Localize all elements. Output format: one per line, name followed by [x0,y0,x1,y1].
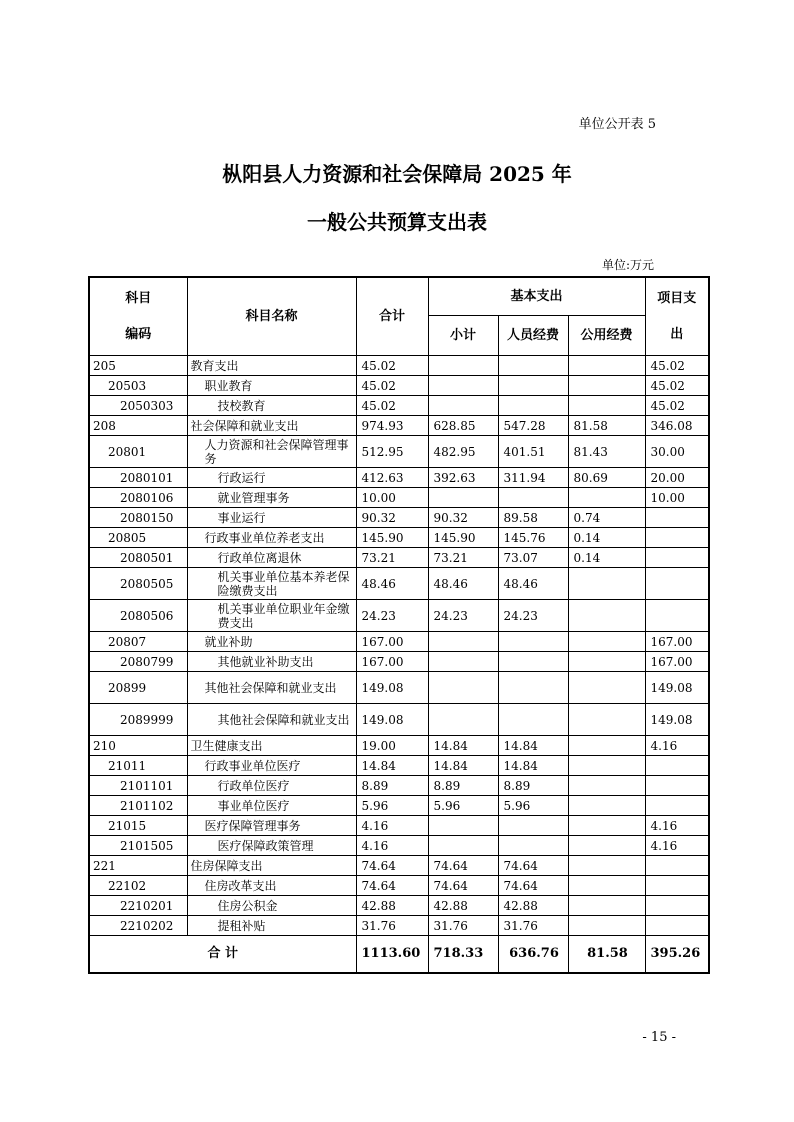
row-code: 2210201 [89,896,187,916]
row-personnel [498,632,568,652]
row-name: 提租补贴 [187,916,356,936]
row-total: 149.08 [356,704,428,736]
row-subtotal: 14.84 [428,756,498,776]
row-total: 73.21 [356,548,428,568]
row-total: 45.02 [356,396,428,416]
row-personnel [498,672,568,704]
row-public [568,672,645,704]
row-subtotal: 48.46 [428,568,498,600]
budget-table [88,276,710,974]
row-subtotal [428,816,498,836]
row-name: 其他社会保障和就业支出 [187,672,356,704]
row-subtotal: 8.89 [428,776,498,796]
row-subtotal [428,672,498,704]
row-code: 2080799 [89,652,187,672]
table-number-tag: 单位公开表 5 [578,117,656,132]
table-body [89,356,709,936]
row-personnel: 24.23 [498,600,568,632]
table-row [89,856,709,876]
row-project [645,876,709,896]
row-public [568,836,645,856]
table-row [89,376,709,396]
row-code: 2080101 [89,468,187,488]
row-name: 人力资源和社会保障管理事务 [187,436,356,468]
row-code: 210 [89,736,187,756]
row-total: 90.32 [356,508,428,528]
row-code: 2080505 [89,568,187,600]
row-code: 2080501 [89,548,187,568]
table-row [89,548,709,568]
row-project: 346.08 [645,416,709,436]
row-project: 4.16 [645,736,709,756]
row-project: 149.08 [645,704,709,736]
row-code: 221 [89,856,187,876]
row-project [645,756,709,776]
row-project [645,896,709,916]
row-total: 10.00 [356,488,428,508]
row-personnel [498,488,568,508]
row-total: 145.90 [356,528,428,548]
row-subtotal [428,836,498,856]
row-code: 2080150 [89,508,187,528]
table-row [89,756,709,776]
row-name: 住房公积金 [187,896,356,916]
row-total: 74.64 [356,856,428,876]
table-row [89,568,709,600]
row-personnel: 145.76 [498,528,568,548]
row-total: 974.93 [356,416,428,436]
row-project: 4.16 [645,816,709,836]
row-total: 412.63 [356,468,428,488]
row-name: 职业教育 [187,376,356,396]
total-public: 81.58 [568,936,645,974]
row-personnel [498,376,568,396]
row-subtotal: 74.64 [428,856,498,876]
page-number: - 15 - [642,1030,676,1045]
table-row [89,736,709,756]
row-code: 2101101 [89,776,187,796]
row-personnel: 5.96 [498,796,568,816]
table-row [89,528,709,548]
row-total: 14.84 [356,756,428,776]
row-subtotal: 14.84 [428,736,498,756]
row-subtotal [428,376,498,396]
row-public [568,776,645,796]
total-label: 合 计 [89,936,356,974]
row-personnel: 401.51 [498,436,568,468]
row-name: 机关事业单位基本养老保险缴费支出 [187,568,356,600]
header-code-bottom: 编码 [125,326,152,342]
header-project-top: 项目支 [657,290,697,306]
row-subtotal [428,488,498,508]
row-code: 20503 [89,376,187,396]
row-subtotal: 73.21 [428,548,498,568]
row-public [568,396,645,416]
row-subtotal: 74.64 [428,876,498,896]
row-code: 20899 [89,672,187,704]
table-row [89,396,709,416]
row-project: 30.00 [645,436,709,468]
row-name: 医疗保障管理事务 [187,816,356,836]
row-public [568,736,645,756]
row-public [568,632,645,652]
row-code: 20801 [89,436,187,468]
row-code: 2089999 [89,704,187,736]
row-personnel: 31.76 [498,916,568,936]
row-public: 0.74 [568,508,645,528]
row-personnel [498,836,568,856]
row-personnel [498,396,568,416]
row-subtotal [428,396,498,416]
table-row [89,836,709,856]
total-subtotal: 718.33 [428,936,498,974]
row-public: 81.43 [568,436,645,468]
header-subtotal: 小计 [428,316,498,356]
row-subtotal: 628.85 [428,416,498,436]
row-subtotal: 42.88 [428,896,498,916]
row-project [645,856,709,876]
row-total: 45.02 [356,376,428,396]
total-project: 395.26 [645,936,709,974]
row-name: 社会保障和就业支出 [187,416,356,436]
row-personnel: 74.64 [498,856,568,876]
row-project [645,568,709,600]
row-name: 行政事业单位医疗 [187,756,356,776]
row-project: 45.02 [645,356,709,376]
row-subtotal [428,632,498,652]
total-row [89,936,709,974]
unit-label: 单位:万元 [601,258,654,272]
row-public [568,568,645,600]
row-name: 住房改革支出 [187,876,356,896]
table-row [89,468,709,488]
table-row [89,508,709,528]
row-project [645,776,709,796]
table-row [89,488,709,508]
row-total: 4.16 [356,816,428,836]
row-personnel: 311.94 [498,468,568,488]
row-total: 167.00 [356,652,428,672]
header-code-top: 科目 [125,290,152,306]
row-public [568,856,645,876]
row-personnel: 73.07 [498,548,568,568]
row-subtotal [428,652,498,672]
row-code: 208 [89,416,187,436]
row-project [645,796,709,816]
row-code: 2080506 [89,600,187,632]
row-public: 81.58 [568,416,645,436]
row-personnel [498,356,568,376]
row-code: 21015 [89,816,187,836]
row-total: 19.00 [356,736,428,756]
header-name: 科目名称 [187,277,356,356]
row-code: 2101505 [89,836,187,856]
table-row [89,876,709,896]
row-subtotal: 145.90 [428,528,498,548]
row-project: 20.00 [645,468,709,488]
page-subtitle: 一般公共预算支出表 [307,210,487,234]
row-total: 512.95 [356,436,428,468]
header-personnel: 人员经费 [498,316,568,356]
row-name: 就业补助 [187,632,356,652]
header-basic: 基本支出 [428,277,645,316]
row-name: 行政单位医疗 [187,776,356,796]
row-project: 167.00 [645,652,709,672]
row-public [568,916,645,936]
row-personnel [498,652,568,672]
row-name: 卫生健康支出 [187,736,356,756]
row-total: 4.16 [356,836,428,856]
row-project: 149.08 [645,672,709,704]
row-name: 行政运行 [187,468,356,488]
row-total: 5.96 [356,796,428,816]
row-code: 2050303 [89,396,187,416]
table-row [89,672,709,704]
row-subtotal: 5.96 [428,796,498,816]
row-subtotal: 90.32 [428,508,498,528]
row-project: 167.00 [645,632,709,652]
row-subtotal: 31.76 [428,916,498,936]
total-personnel: 636.76 [498,936,568,974]
row-public: 0.14 [568,548,645,568]
table-row [89,796,709,816]
row-personnel: 42.88 [498,896,568,916]
table-row [89,704,709,736]
row-total: 24.23 [356,600,428,632]
row-public [568,756,645,776]
row-name: 医疗保障政策管理 [187,836,356,856]
row-personnel: 14.84 [498,736,568,756]
row-personnel: 74.64 [498,876,568,896]
row-public [568,488,645,508]
table-row [89,632,709,652]
row-personnel: 14.84 [498,756,568,776]
row-public [568,704,645,736]
row-code: 21011 [89,756,187,776]
row-public [568,876,645,896]
table-row [89,776,709,796]
row-project: 45.02 [645,376,709,396]
row-project [645,600,709,632]
row-name: 其他就业补助支出 [187,652,356,672]
row-total: 167.00 [356,632,428,652]
row-public: 0.14 [568,528,645,548]
row-personnel: 547.28 [498,416,568,436]
table-row [89,916,709,936]
row-name: 行政单位离退休 [187,548,356,568]
row-project: 4.16 [645,836,709,856]
row-code: 2210202 [89,916,187,936]
table-row [89,896,709,916]
row-name: 教育支出 [187,356,356,376]
row-name: 行政事业单位养老支出 [187,528,356,548]
header-total: 合计 [356,277,428,356]
table-row [89,816,709,836]
row-total: 48.46 [356,568,428,600]
row-code: 20805 [89,528,187,548]
row-name: 其他社会保障和就业支出 [187,704,356,736]
table-row [89,600,709,632]
row-total: 31.76 [356,916,428,936]
row-name: 事业单位医疗 [187,796,356,816]
header-project-bottom: 出 [670,326,684,342]
row-code: 205 [89,356,187,376]
row-subtotal: 482.95 [428,436,498,468]
row-subtotal [428,704,498,736]
row-public [568,600,645,632]
row-public: 80.69 [568,468,645,488]
row-total: 8.89 [356,776,428,796]
row-subtotal: 24.23 [428,600,498,632]
row-project [645,548,709,568]
row-total: 74.64 [356,876,428,896]
row-project [645,528,709,548]
row-project: 10.00 [645,488,709,508]
page-title: 枞阳县人力资源和社会保障局 2025 年 [222,162,572,186]
row-name: 就业管理事务 [187,488,356,508]
row-subtotal: 392.63 [428,468,498,488]
row-subtotal [428,356,498,376]
header-code [89,277,187,356]
row-code: 2101102 [89,796,187,816]
row-name: 住房保障支出 [187,856,356,876]
row-code: 22102 [89,876,187,896]
row-code: 2080106 [89,488,187,508]
row-public [568,652,645,672]
row-public [568,816,645,836]
row-public [568,796,645,816]
row-name: 事业运行 [187,508,356,528]
row-personnel: 48.46 [498,568,568,600]
row-total: 149.08 [356,672,428,704]
row-personnel: 89.58 [498,508,568,528]
table-row [89,416,709,436]
row-project: 45.02 [645,396,709,416]
row-public [568,356,645,376]
row-project [645,916,709,936]
header-public: 公用经费 [568,316,645,356]
row-total: 45.02 [356,356,428,376]
row-public [568,376,645,396]
table-row [89,436,709,468]
header-project [645,277,709,356]
table-row [89,652,709,672]
row-total: 42.88 [356,896,428,916]
row-personnel: 8.89 [498,776,568,796]
header-row [89,277,709,316]
row-personnel [498,816,568,836]
row-code: 20807 [89,632,187,652]
total-sum: 1113.60 [356,936,428,974]
row-name: 技校教育 [187,396,356,416]
row-public [568,896,645,916]
row-name: 机关事业单位职业年金缴费支出 [187,600,356,632]
row-personnel [498,704,568,736]
table-row [89,356,709,376]
row-project [645,508,709,528]
